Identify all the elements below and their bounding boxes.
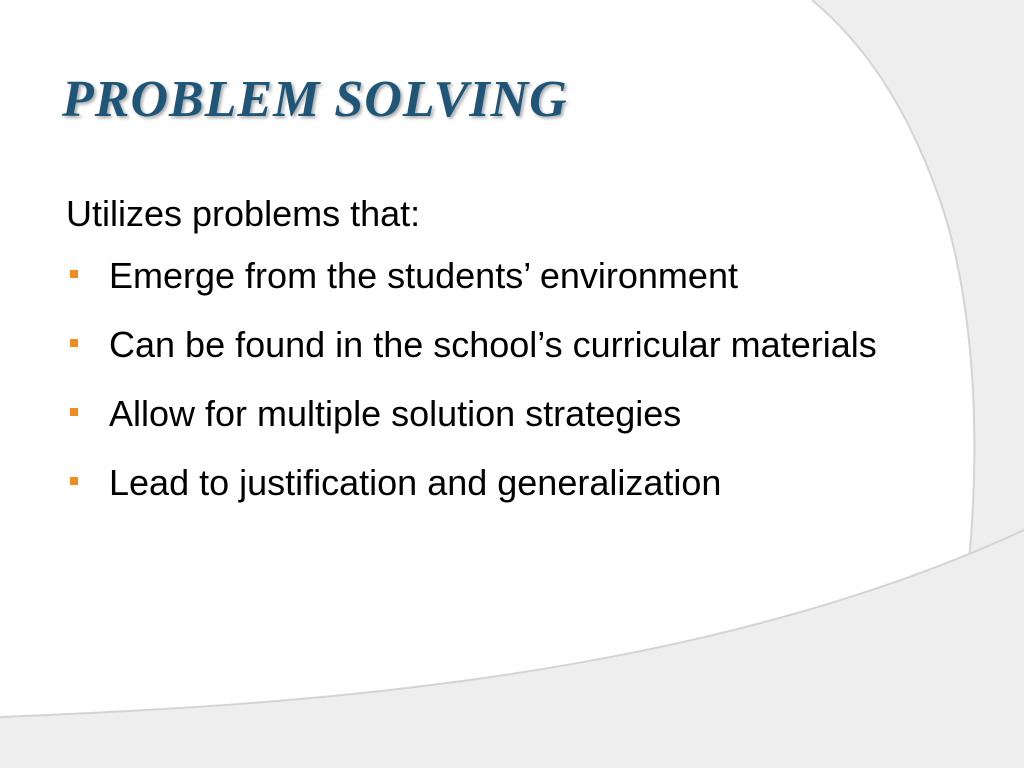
square-bullet-icon	[70, 477, 78, 485]
bullet-text: Emerge from the students’ environment	[109, 255, 738, 296]
square-bullet-icon	[70, 408, 78, 416]
bullet-item	[66, 459, 886, 506]
slide-title: PROBLEM SOLVING	[62, 71, 568, 128]
bullet-item	[66, 252, 886, 299]
bullet-list	[66, 252, 886, 528]
square-bullet-icon	[70, 339, 78, 347]
bullet-item	[66, 321, 886, 368]
bullet-item	[66, 390, 886, 437]
bottom-swoosh-shape	[0, 530, 1024, 768]
bullet-text: Lead to justification and generalization	[109, 462, 722, 503]
intro-text: Utilizes problems that:	[66, 193, 421, 234]
bullet-text: Can be found in the school’s curricular materials	[109, 324, 877, 365]
square-bullet-icon	[70, 270, 78, 278]
bullet-text: Allow for multiple solution strategies	[109, 393, 682, 434]
